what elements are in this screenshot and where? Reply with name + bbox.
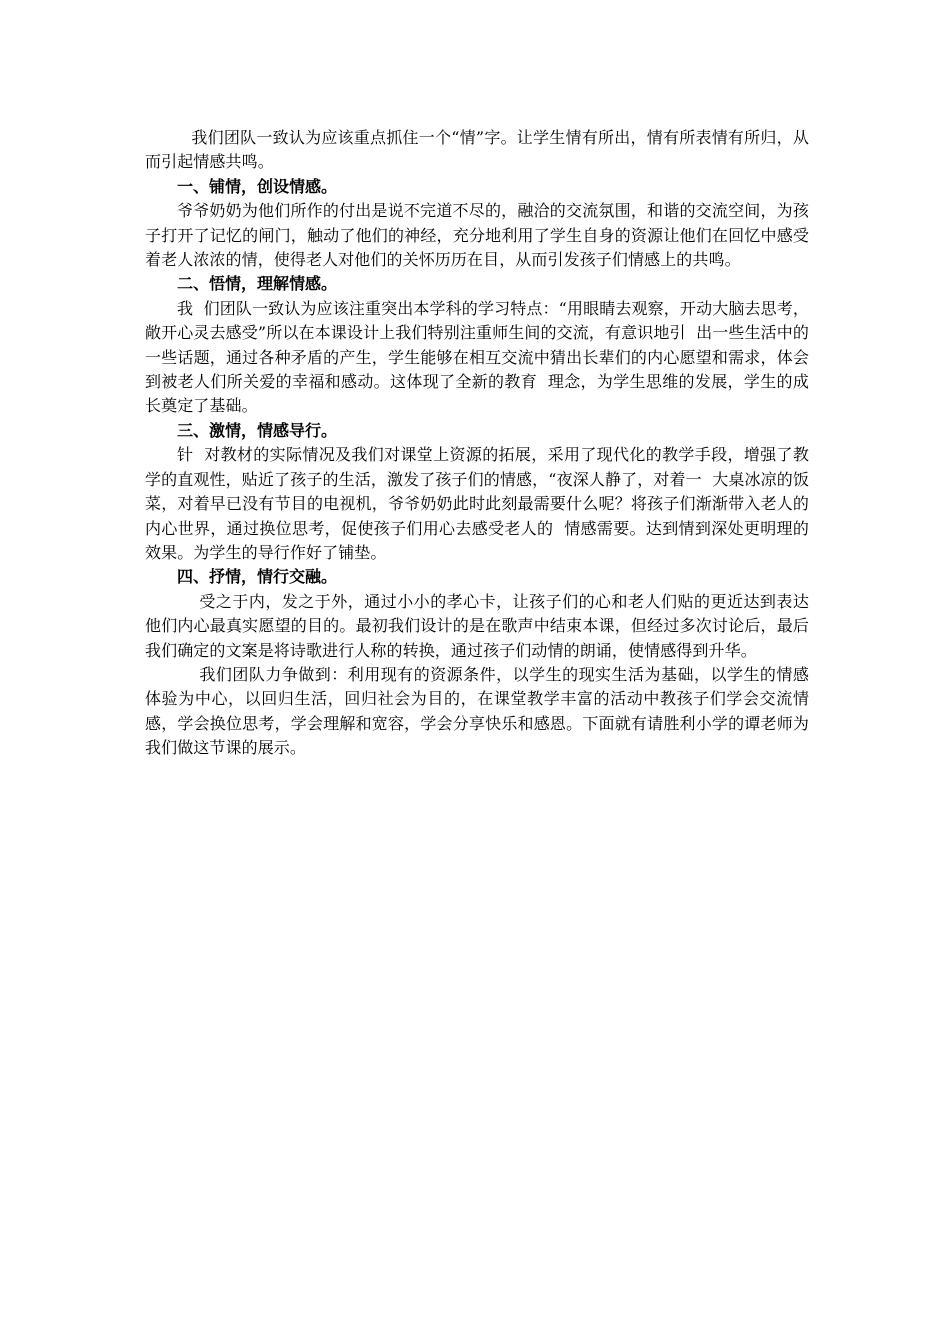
section-4-heading: 四、抒情，情行交融。 xyxy=(177,567,338,587)
section-2-body: 我 们团队一致认为应该注重突出本学科的学习特点：“用眼睛去观察，开动大脑去思考，敞开心灵去感受”所以在本课设计上我们特别注重师生间的交流，有意识地引 出一些生活中的一些话题，通过各种矛盾的产生，学生能够在相互交流中猜出长辈们的内心愿望和需求，体会到被老人们所关爱的幸福和感动。这体现了全新的教育 理念，为学生思维的发展，学生的成长奠定了基础。 xyxy=(145,298,809,416)
section-1-heading: 一、铺情，创设情感。 xyxy=(177,176,338,196)
section-4-body: 受之于内，发之于外，通过小小的孝心卡，让孩子们的心和老人们贴的更近达到表达他们内心最真实愿望的目的。最初我们设计的是在歌声中结束本课，但经过多次讨论后，最后我们确定的文案是将诗歌进行人称的转换，通过孩子们动情的朗诵，使情感得到升华。 xyxy=(145,591,809,660)
section-1-body: 爷爷奶奶为他们所作的付出是说不完道不尽的，融洽的交流氛围，和谐的交流空间，为孩子打开了记忆的闸门，触动了他们的神经，充分地利用了学生自身的资源让他们在回忆中感受着老人浓浓的情，使得老人对他们的关怀历历在目，从而引发孩子们情感上的共鸣。 xyxy=(145,201,809,270)
document-page xyxy=(145,126,809,761)
closing-paragraph: 我们团队力争做到：利用现有的资源条件，以学生的现实生活为基础，以学生的情感体验为中心，以回归生活，回归社会为目的，在课堂教学丰富的活动中教孩子们学会交流情感，学会换位思考，学会理解和宽容，学会分享快乐和感恩。下面就有请胜利小学的谭老师为我们做这节课的展示。 xyxy=(145,664,809,758)
section-2-heading: 二、悟情，理解情感。 xyxy=(177,274,338,294)
intro-paragraph: 我们团队一致认为应该重点抓住一个“情”字。让学生情有所出，情有所表情有所归，从而引起情感共鸣。 xyxy=(145,128,809,172)
section-3-heading: 三、激情，情感导行。 xyxy=(177,420,338,440)
section-3-body: 针 对教材的实际情况及我们对课堂上资源的拓展，采用了现代化的教学手段，增强了教学的直观性，贴近了孩子的生活，激发了孩子们的情感，“夜深人静了，对着一 大桌冰凉的饭菜，对着早已没有节目的电视机，爷爷奶奶此时此刻最需要什么呢？将孩子们渐渐带入老人的内心世界，通过换位思考，促使孩子们用心去感受老人的 情感需要。达到情到深处更明理的效果。为学生的导行作好了铺垫。 xyxy=(145,445,809,562)
